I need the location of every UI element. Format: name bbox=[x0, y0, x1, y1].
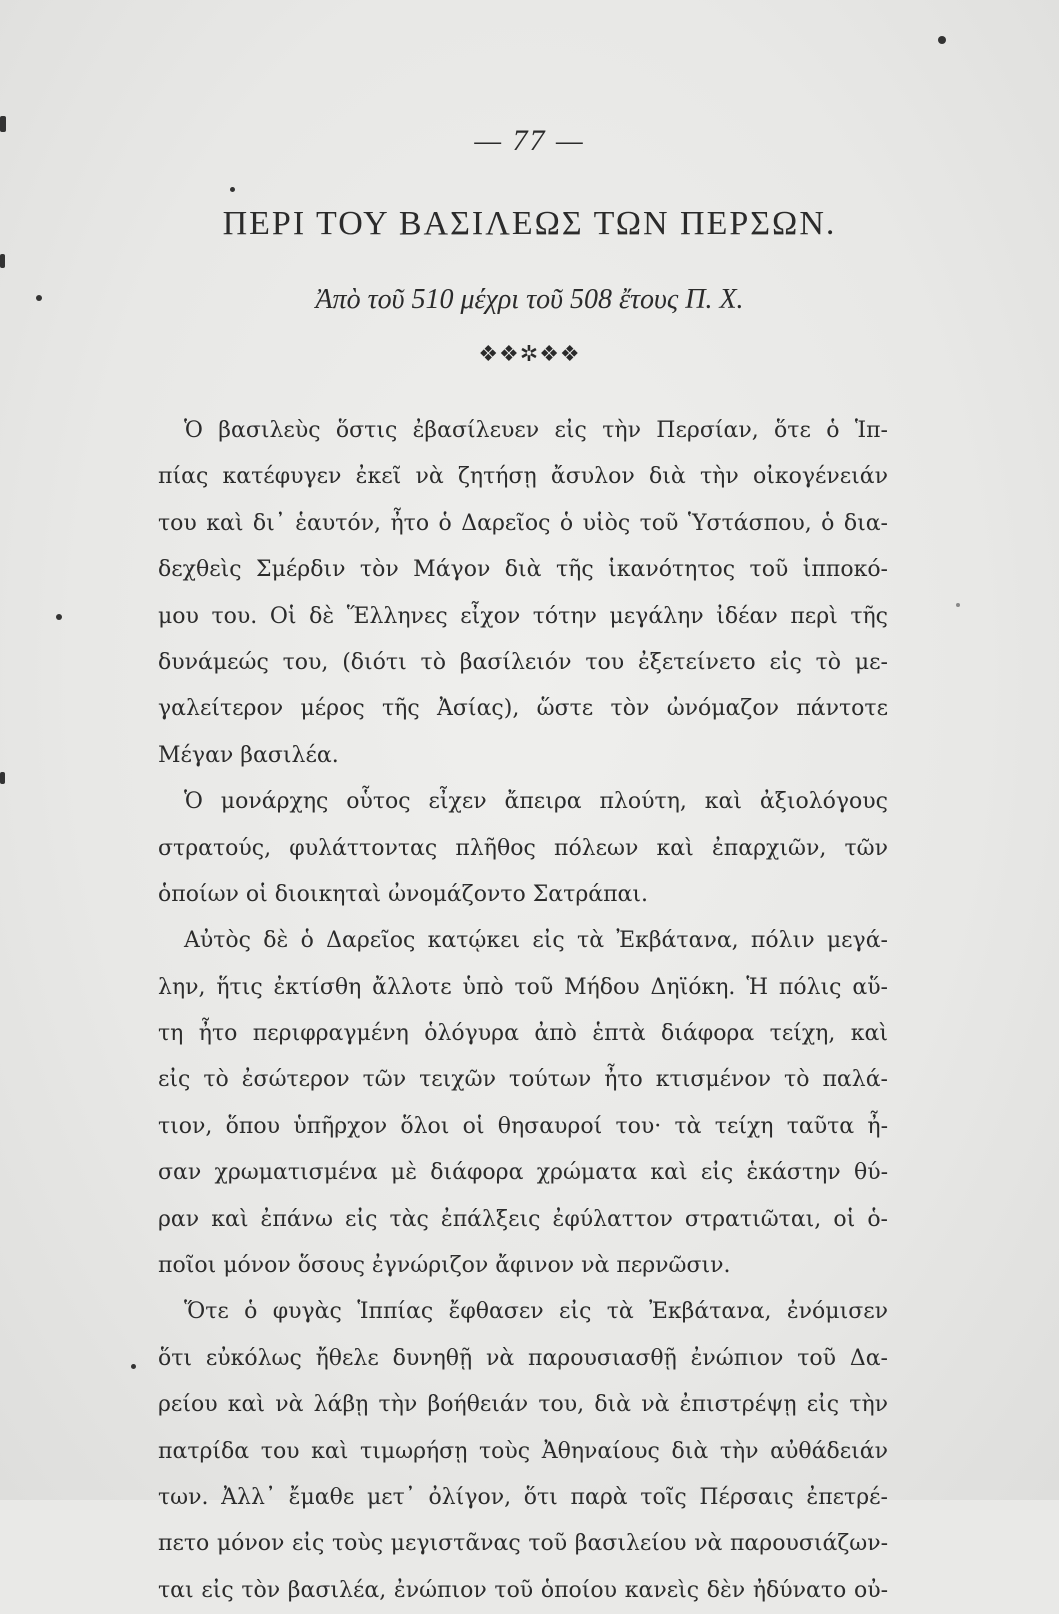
text-line: Ὁ μονάρχης οὗτος εἶχεν ἄπειρα πλούτη, καὶ ἀξιολόγους bbox=[184, 789, 888, 815]
text-line: μου του. Οἱ δὲ Ἕλληνες εἶχον τότην μεγάλην ἰδέαν περὶ τῆς bbox=[158, 603, 888, 629]
text-line: Ὅτε ὁ φυγὰς Ἱππίας ἔφθασεν εἰς τὰ Ἐκβάτανα, ἐνόμισεν bbox=[184, 1299, 888, 1325]
text-line: δεχθεὶς Σμέρδιν τὸν Μάγον διὰ τῆς ἱκανότητος τοῦ ἱπποκό- bbox=[158, 557, 888, 583]
speck bbox=[956, 603, 960, 607]
text-line: σαν χρωματισμένα μὲ διάφορα χρώματα καὶ εἰς ἑκάστην θύ- bbox=[158, 1160, 888, 1186]
chapter-subtitle: Ἀπὸ τοῦ 510 μέχρι τοῦ 508 ἔτους Π. Χ. bbox=[315, 284, 744, 315]
text-line: εἰς τὸ ἐσώτερον τῶν τειχῶν τούτων ἦτο κτισμένον τὸ παλά- bbox=[158, 1067, 888, 1093]
text-line: στρατούς, φυλάττοντας πλῆθος πόλεων καὶ ἐπαρχιῶν, τῶν bbox=[158, 835, 888, 861]
speck bbox=[938, 36, 946, 44]
text-line: ὁποίων οἱ διοικηταὶ ὠνομάζοντο Σατράπαι. bbox=[158, 881, 649, 907]
text-line: ποῖοι μόνον ὅσους ἐγνώριζον ἄφινον νὰ περνῶσιν. bbox=[158, 1253, 731, 1279]
text-line: τιον, ὅπου ὑπῆρχον ὅλοι οἱ θησαυροί του· τὰ τείχη ταῦτα ἦ- bbox=[158, 1113, 888, 1139]
text-line: πατρίδα του καὶ τιμωρήσῃ τοὺς Ἀθηναίους διὰ τὴν αὐθάδειάν bbox=[158, 1438, 888, 1464]
text-line: Μέγαν βασιλέα. bbox=[158, 742, 339, 768]
chapter-title: ΠΕΡΙ ΤΟΥ ΒΑΣΙΛΕΩΣ ΤΩΝ ΠΕΡΣΩΝ. bbox=[222, 205, 837, 242]
text-line: ραν καὶ ἐπάνω εἰς τὰς ἐπάλξεις ἐφύλαττον στρατιῶται, οἱ ὁ- bbox=[158, 1206, 888, 1232]
speck bbox=[230, 187, 235, 192]
text-line: γαλείτερον μέρος τῆς Ἀσίας), ὥστε τὸν ὠνόμαζον πάντοτε bbox=[158, 696, 888, 722]
speck bbox=[131, 1364, 136, 1369]
text-line: Αὐτὸς δὲ ὁ Δαρεῖος κατῴκει εἰς τὰ Ἐκβάτανα, πόλιν μεγά- bbox=[184, 928, 888, 954]
text-line: Ὁ βασιλεὺς ὅστις ἐβασίλευεν εἰς τὴν Περσίαν, ὅτε ὁ Ἱπ- bbox=[184, 418, 888, 443]
speck bbox=[56, 614, 62, 620]
page-number: — 77 — bbox=[474, 124, 585, 157]
text-line: ὅτι εὐκόλως ἤθελε δυνηθῇ νὰ παρουσιασθῇ ἐνώπιον τοῦ Δα- bbox=[158, 1345, 888, 1371]
text-line: τη ἦτο περιφραγμένη ὁλόγυρα ἀπὸ ἑπτὰ διάφορα τείχη, καὶ bbox=[158, 1021, 888, 1047]
speck bbox=[0, 254, 5, 268]
text-line: των. Ἀλλ᾽ ἔμαθε μετ᾽ ὀλίγον, ὅτι παρὰ τοῖς Πέρσαις ἐπετρέ- bbox=[158, 1484, 888, 1510]
text-line: πίας κατέφυγεν ἐκεῖ νὰ ζητήσῃ ἄσυλον διὰ τὴν οἰκογένειάν bbox=[158, 464, 888, 490]
speck bbox=[0, 772, 5, 784]
ornament-divider: ❖❖✲❖❖ bbox=[478, 342, 581, 367]
text-line: ται εἰς τὸν βασιλέα, ἐνώπιον τοῦ ὁποίου κανεὶς δὲν ἠδύνατο οὐ- bbox=[158, 1577, 888, 1603]
text-line: ρείου καὶ νὰ λάβῃ τὴν βοήθειάν του, διὰ νὰ ἐπιστρέψῃ εἰς τὴν bbox=[158, 1392, 888, 1418]
text-line: λην, ἥτις ἐκτίσθη ἄλλοτε ὑπὸ τοῦ Μήδου Δηϊόκη. Ἡ πόλις αὕ- bbox=[158, 974, 888, 1000]
text-line: δυνάμεώς του, (διότι τὸ βασίλειόν του ἐξετείνετο εἰς τὸ με- bbox=[158, 649, 888, 675]
text-line: πετο μόνον εἰς τοὺς μεγιστᾶνας τοῦ βασιλείου νὰ παρουσιάζων- bbox=[158, 1531, 888, 1557]
body-text bbox=[158, 408, 888, 1614]
text-line: του καὶ δι᾽ ἑαυτόν, ἦτο ὁ Δαρεῖος ὁ υἱὸς τοῦ Ὑστάσπου, ὁ δια- bbox=[158, 510, 888, 536]
